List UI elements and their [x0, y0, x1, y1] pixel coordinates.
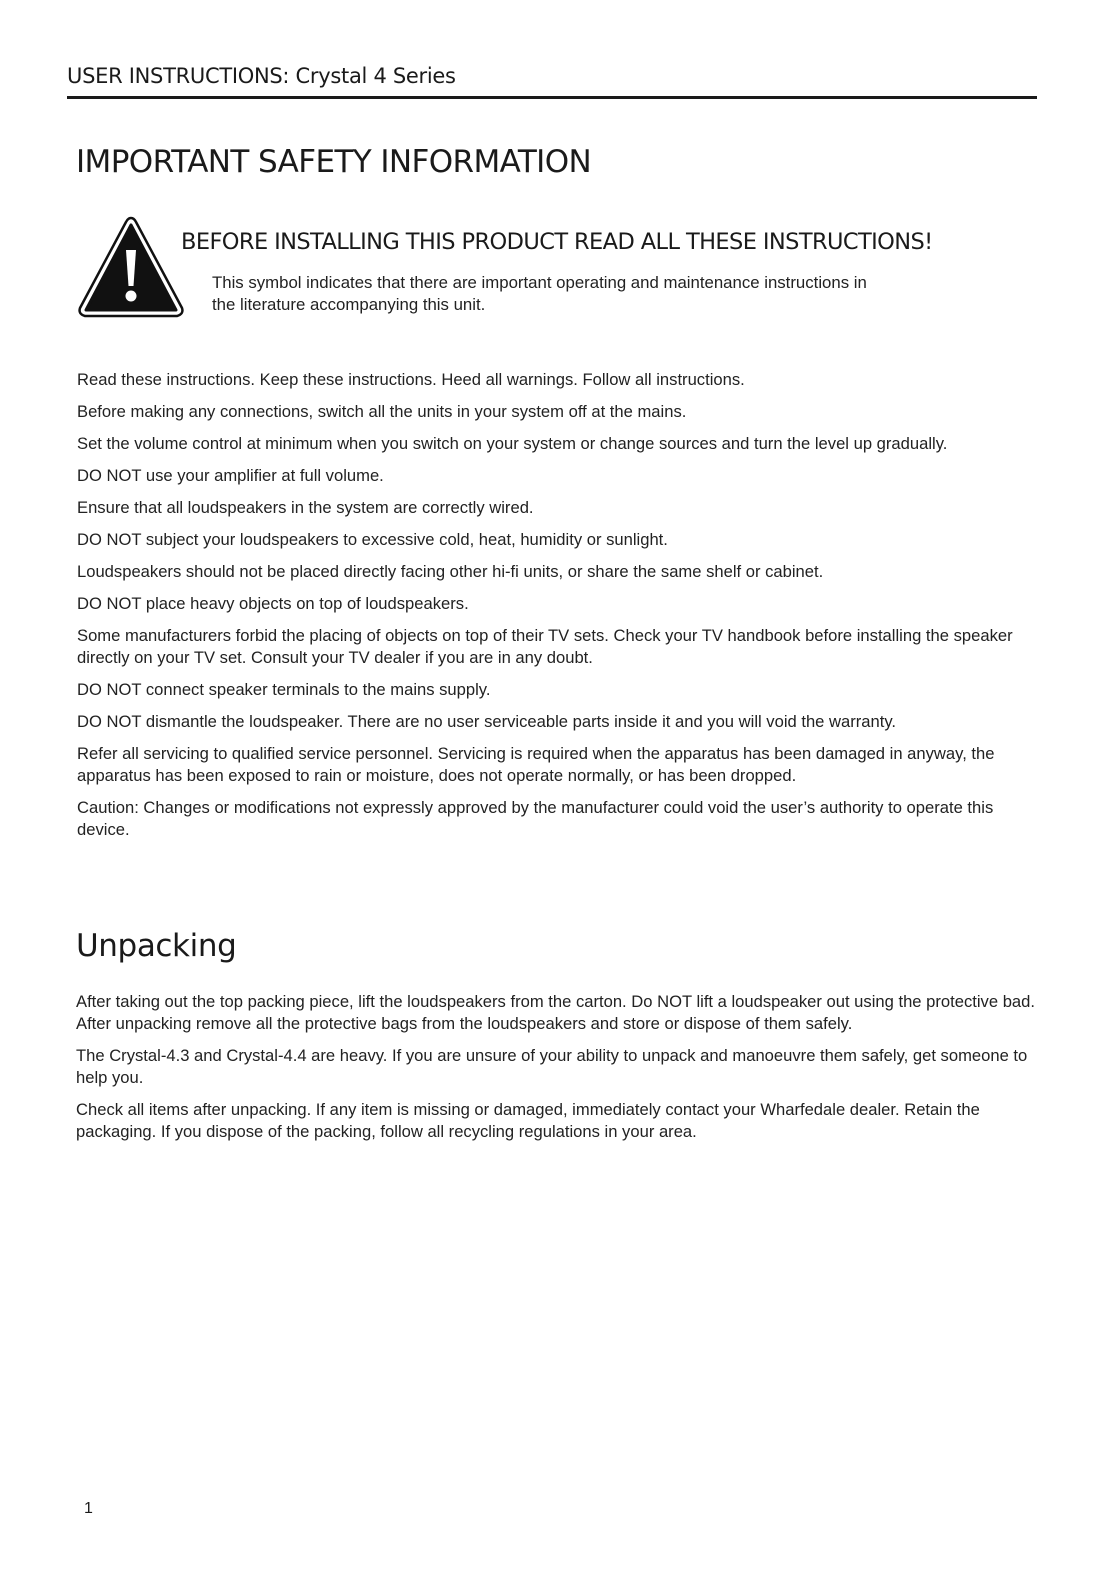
running-header-title: USER INSTRUCTIONS: Crystal 4 Series: [67, 64, 456, 88]
safety-instruction: DO NOT subject your loudspeakers to excessive cold, heat, humidity or sunlight.: [77, 530, 668, 549]
safety-instruction: Loudspeakers should not be placed directly facing other hi-fi units, or share the same shelf or cabinet.: [77, 562, 824, 581]
header-rule: [67, 96, 1037, 99]
page-number: 1: [84, 1500, 93, 1517]
unpacking-instruction: Check all items after unpacking. If any item is missing or damaged, immediately contact your Wharfedale dealer. Retain the packaging. If you dispose of the packing, follow all recycling regulations in your area.: [76, 1100, 980, 1141]
safety-instruction: Before making any connections, switch all the units in your system off at the mains.: [77, 402, 687, 421]
warning-heading: BEFORE INSTALLING THIS PRODUCT READ ALL THESE INSTRUCTIONS!: [181, 229, 933, 255]
unpacking-section-title: Unpacking: [76, 928, 237, 964]
safety-instructions-list: [77, 369, 1037, 851]
safety-instruction: DO NOT use your amplifier at full volume.: [77, 466, 384, 485]
unpacking-instructions-list: [76, 991, 1038, 1153]
safety-instruction: Caution: Changes or modifications not expressly approved by the manufacturer could void the user’s authority to operate this device.: [77, 798, 994, 839]
unpacking-instruction: After taking out the top packing piece, lift the loudspeakers from the carton. Do NOT lift a loudspeaker out using the protective bad. After unpacking remove all the protective bags from the loudspeakers and store or dispose of them safely.: [76, 992, 1035, 1033]
warning-triangle-icon: [76, 214, 186, 320]
safety-section-title: IMPORTANT SAFETY INFORMATION: [76, 144, 592, 180]
safety-instruction: Set the volume control at minimum when you switch on your system or change sources and turn the level up gradually.: [77, 434, 948, 453]
safety-instruction: DO NOT connect speaker terminals to the mains supply.: [77, 680, 491, 699]
warning-symbol-description: This symbol indicates that there are important operating and maintenance instructions in the literature accompanying this unit.: [212, 273, 867, 314]
safety-instruction: Refer all servicing to qualified service personnel. Servicing is required when the apparatus has been damaged in anyway, the apparatus has been exposed to rain or moisture, does not operate normally, or has been dropped.: [77, 744, 995, 785]
safety-instruction: DO NOT dismantle the loudspeaker. There are no user serviceable parts inside it and you will void the warranty.: [77, 712, 897, 731]
safety-instruction: Ensure that all loudspeakers in the system are correctly wired.: [77, 498, 534, 517]
safety-instruction: Some manufacturers forbid the placing of objects on top of their TV sets. Check your TV handbook before installing the speaker directly on your TV set. Consult your TV dealer if you are in any doubt.: [77, 626, 1013, 667]
safety-instruction: DO NOT place heavy objects on top of loudspeakers.: [77, 594, 469, 613]
unpacking-instruction: The Crystal-4.3 and Crystal-4.4 are heavy. If you are unsure of your ability to unpack and manoeuvre them safely, get someone to help you.: [76, 1046, 1028, 1087]
safety-instruction: Read these instructions. Keep these instructions. Heed all warnings. Follow all instructions.: [77, 370, 745, 389]
